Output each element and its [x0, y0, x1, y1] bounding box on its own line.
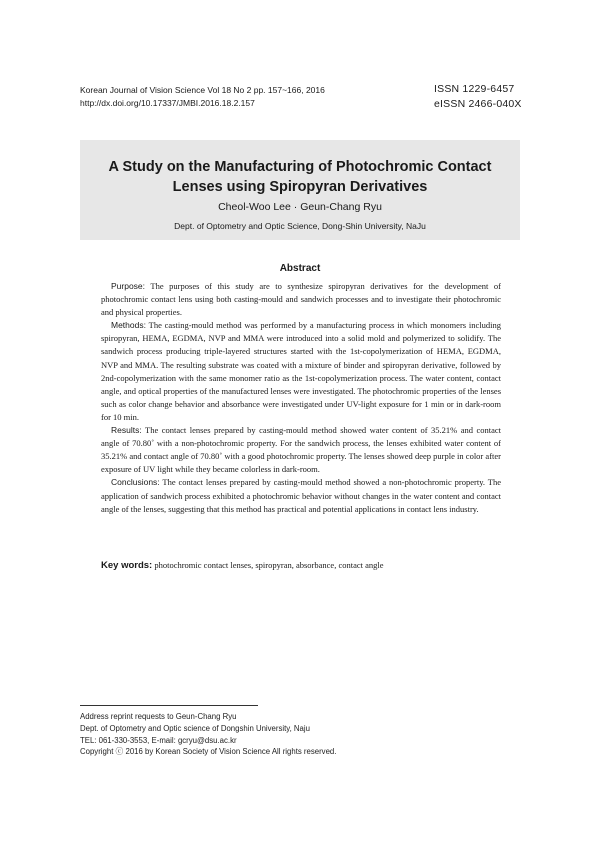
reprint-request: Address reprint requests to Geun-Chang Ryu [80, 712, 237, 721]
abstract-methods [101, 319, 501, 424]
issn-block [434, 82, 522, 112]
abstract-body [101, 280, 501, 516]
doi-link[interactable]: http://dx.doi.org/10.17337/JMBI.2016.18.2.157 [80, 98, 255, 108]
abstract-conclusions [101, 476, 501, 515]
purpose-text: The purposes of this study are to synthesize spiropyran derivatives for the development of photochromic contact lens using both casting-mould and sandwich processes and to investigate their photochromic and physical properties. [101, 281, 501, 318]
journal-citation: Korean Journal of Vision Science Vol 18 No 2 pp. 157~166, 2016 [80, 85, 325, 95]
conclusions-text: The contact lenses prepared by casting-mould method showed a non-photochromic property. The application of sandwich process exhibited a photochromic behavior without changes in the water content and contact angle of the lenses, suggesting that this method has practical and potential applications in contact lens industry. [101, 477, 501, 514]
copyright: Copyright ⓒ 2016 by Korean Society of Vision Science All rights reserved. [80, 747, 337, 757]
methods-text: The casting-mould method was performed by a manufacturing process in which monomers including spiropyran, HEMA, EGDMA, NVP and MMA were introduced into a solid mold and polymerized to solidify. The sandwich process producing triple-layered structures started with the 1st-copolymerization of HEMA, EGDMA, NVP and MMA. The resulting substrate was coated with a mixture of binder and spiropyran derivative, followed by 2nd-copolymerization with the same monomer ratio as the 1st-copolymerization process. The water content, contact angle, and optical properties of the manufactured lenses were investigated. The photochromic properties of the lenses such as color change behavior and absorbance were investigated under UV-light exposure for 1 min or in dark-room for 10 min. [101, 320, 501, 422]
footnote-affiliation: Dept. of Optometry and Optic science of Dongshin University, Naju [80, 723, 310, 733]
paper-title-line-1: A Study on the Manufacturing of Photochromic Contact [108, 159, 492, 175]
footnote [80, 711, 336, 758]
abstract-results [101, 424, 501, 476]
abstract-purpose [101, 280, 501, 319]
journal-header [80, 84, 325, 110]
results-text: The contact lenses prepared by casting-mould method showed water content of 35.21% and contact angle of 70.80˚ with a non-photochromic property. For the sandwich process, the lenses exhibited water content of 35.21% and contact angle of 70.80˚ with a good photochromic property. The lenses showed deep purple in color after exposure of UV light while they became colorless in dark-room. [101, 425, 501, 475]
keywords-label: Key words: [101, 560, 153, 571]
abstract-heading: Abstract [279, 263, 321, 274]
purpose-label: Purpose: [111, 281, 146, 291]
footnote-divider [80, 705, 258, 706]
title-box [80, 140, 520, 240]
methods-label: Methods: [111, 320, 146, 331]
keywords [101, 559, 501, 572]
authors: Cheol-Woo Lee · Geun-Chang Ryu [218, 201, 382, 213]
conclusions-label: Conclusions: [111, 477, 160, 488]
eissn: eISSN 2466-040X [434, 98, 522, 110]
affiliation: Dept. of Optometry and Optic Science, Dong-Shin University, NaJu [174, 221, 426, 231]
paper-title [80, 140, 520, 197]
issn: ISSN 1229-6457 [434, 83, 515, 95]
paper-title-line-2: Lenses using Spiropyran Derivatives [172, 179, 428, 195]
contact-info: TEL: 061-330-3553, E-mail: gcryu@dsu.ac.kr [80, 735, 237, 745]
results-label: Results: [111, 425, 142, 436]
keywords-text: photochromic contact lenses, spiropyran, absorbance, contact angle [152, 560, 384, 570]
